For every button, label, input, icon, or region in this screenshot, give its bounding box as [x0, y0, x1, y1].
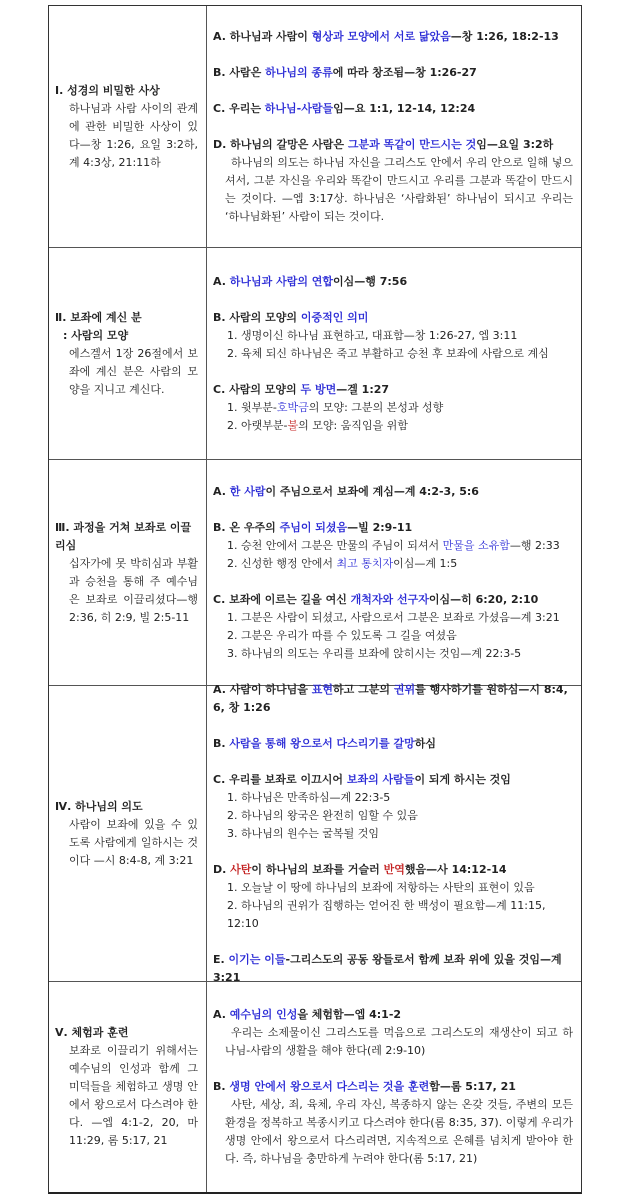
text-segment: 이심—계 1:5 [393, 556, 458, 570]
section-title: Ⅴ. 체험과 훈련 [55, 1026, 129, 1039]
highlighted-text: 형상과 모양에서 서로 닮았음 [311, 29, 451, 43]
outline-point [213, 136, 573, 226]
point-heading [213, 519, 573, 537]
section-description: 보좌로 이끌리기 위해서는 예수님의 인성과 함께 그 미덕들을 체험하고 생명 안에서 왕으로서 다스려야 한다. —엡 4:1-2, 20, 마 11:29, 롬 5:17, 21 [69, 1044, 198, 1147]
outline-point [213, 64, 573, 82]
text-segment: B. [213, 736, 230, 750]
text-segment: 2. 그분은 우리가 따를 수 있도록 그 길을 여셨음 [227, 628, 457, 642]
outline-section [49, 6, 581, 248]
outline-table [48, 5, 582, 1194]
sub-point [213, 645, 573, 663]
point-heading [213, 483, 573, 501]
highlighted-text: 이중적인 의미 [300, 310, 369, 324]
outline-point [213, 519, 573, 573]
text-segment: A. [213, 484, 230, 498]
point-heading [213, 771, 573, 789]
sub-point [213, 327, 573, 345]
section-subtitle: : 사람의 모양 [63, 328, 129, 342]
highlighted-text: 하나님-사람들 [264, 101, 334, 115]
sub-point [213, 609, 573, 627]
outline-point [213, 309, 573, 363]
sub-point [213, 345, 573, 363]
outline-point [213, 735, 573, 753]
text-segment: B. 사람의 모양의 [213, 310, 301, 324]
text-segment: 하고 그분의 [333, 682, 394, 696]
text-segment: 를 행사하기를 원하심—시 8:4, 6, 창 1:26 [213, 682, 568, 714]
section-summary [49, 460, 207, 685]
text-segment: A. [213, 1008, 230, 1021]
highlighted-text: 하나님의 종류 [265, 65, 333, 79]
highlighted-text: 권위 [393, 682, 416, 696]
text-segment: D. [213, 862, 231, 876]
text-segment: B. 사람은 [213, 65, 266, 79]
text-segment: 1. 생명이신 하나님 표현하고, 대표함—창 1:26-27, 엡 3:11 [227, 328, 518, 342]
highlighted-text: 보좌의 사람들 [346, 772, 415, 786]
section-description: 사람이 보좌에 있을 수 있도록 사람에게 일하시는 것이다 —시 8:4-8, 계 3:21 [69, 817, 198, 867]
text-segment: 임—요일 3:2하 [476, 137, 554, 151]
outline-point [213, 28, 573, 46]
text-segment: 2. 아랫부분- [227, 418, 288, 432]
text-segment: 2. 육체 되신 하나님은 죽고 부활하고 승천 후 보좌에 사람으로 계심 [227, 346, 549, 360]
section-description: 에스겔서 1장 26절에서 보좌에 계신 분은 사람의 모양을 지니고 계신다. [69, 346, 198, 396]
section-summary [49, 686, 207, 981]
text-segment: B. 온 우주의 [213, 520, 280, 534]
point-heading [213, 591, 573, 609]
text-segment: 3. 하나님의 원수는 굴복될 것임 [227, 826, 379, 840]
outline-section [49, 460, 581, 686]
text-segment: 2. 하나님의 권위가 집행하는 얻어진 한 백성이 필요함—계 11:15, 12:10 [227, 898, 546, 930]
text-segment: C. 보좌에 이르는 길을 여신 [213, 592, 351, 606]
sub-point [213, 825, 573, 843]
text-segment: 임—요 1:1, 12-14, 12:24 [333, 101, 476, 115]
text-segment: 이심—히 6:20, 2:10 [428, 592, 539, 606]
text-segment: 이 하나님의 보좌를 거슬러 [251, 862, 384, 876]
highlighted-text: 표현 [311, 682, 334, 696]
section-points [207, 6, 581, 247]
outline-section [49, 248, 581, 460]
text-segment: A. 사람이 하나님을 [213, 682, 312, 696]
text-segment: 함—롬 5:17, 21 [429, 1080, 516, 1093]
highlighted-text: 예수님의 인성 [229, 1008, 298, 1021]
point-heading [213, 861, 573, 879]
sub-point [213, 537, 573, 555]
text-segment: —겔 1:27 [336, 382, 390, 396]
text-segment: 했음—사 14:12-14 [404, 862, 507, 876]
highlighted-text: 최고 통치자 [336, 556, 394, 570]
highlighted-text: 호박금 [276, 400, 309, 414]
text-segment: —빌 2:9-11 [347, 520, 413, 534]
point-heading [213, 136, 573, 154]
text-segment: C. 우리를 보좌로 이끄시어 [213, 772, 347, 786]
text-segment: 이 되게 하시는 것임 [414, 772, 511, 786]
text-segment: 하심 [414, 736, 437, 750]
outline-point [213, 381, 573, 435]
text-segment: E. [213, 952, 229, 966]
sub-point [213, 417, 573, 435]
text-segment: 의 모양: 움직임을 위함 [298, 418, 408, 432]
section-title: Ⅳ. 하나님의 의도 [55, 799, 143, 813]
sub-point [213, 807, 573, 825]
point-explanation: 우리는 소제물이신 그리스도를 먹음으로 그리스도의 재생산이 되고 하나님-사람의 생활을 해야 한다(레 2:9-10) [225, 1026, 573, 1057]
sub-point [213, 555, 573, 573]
text-segment: 3. 하나님의 의도는 우리를 보좌에 앉히시는 것임—계 22:3-5 [227, 646, 522, 660]
highlighted-text: 사탄 [230, 862, 252, 876]
outline-point [213, 483, 573, 501]
section-points [207, 460, 581, 685]
text-segment: 의 모양: 그분의 본성과 성향 [308, 400, 444, 414]
text-segment: 1. 그분은 사람이 되셨고, 사람으로서 그분은 보좌로 가셨음—계 3:21 [227, 610, 560, 624]
outline-point [213, 273, 573, 291]
sub-point [213, 897, 573, 933]
text-segment: 1. 윗부분- [227, 400, 277, 414]
text-segment: A. [213, 274, 230, 288]
text-segment: 1. 하나님은 만족하심—계 22:3-5 [227, 790, 391, 804]
outline-section [49, 682, 581, 984]
highlighted-text: 한 사람 [229, 484, 266, 498]
section-description: 하나님과 사람 사이의 관계에 관한 비밀한 사상이 있다—창 1:26, 요일 3:2하, 계 4:3상, 21:11하 [69, 101, 198, 169]
section-points [207, 682, 581, 984]
section-title: Ⅱ. 보좌에 계신 분 [55, 310, 142, 324]
highlighted-text: 불 [287, 418, 299, 432]
outline-point [213, 861, 573, 933]
point-heading [213, 381, 573, 399]
section-description: 십자가에 못 박히심과 부활과 승천을 통해 주 예수님은 보좌로 이끌리셨다—행 2:36, 히 2:9, 빌 2:5-11 [69, 556, 198, 624]
highlighted-text: 반역 [383, 862, 405, 876]
highlighted-text: 생명 안에서 왕으로서 다스리는 것을 훈련 [229, 1080, 430, 1093]
point-heading [213, 273, 573, 291]
outline-point [213, 100, 573, 118]
point-heading [213, 1078, 573, 1096]
section-summary [49, 6, 207, 247]
text-segment: -그리스도의 공동 왕들로서 함께 보좌 위에 있을 것임—계 3:21 [213, 952, 562, 984]
highlighted-text: 사람을 통해 왕으로서 다스리기를 갈망 [229, 736, 415, 750]
text-segment: C. 사람의 모양의 [213, 382, 301, 396]
text-segment: C. 우리는 [213, 101, 265, 115]
text-segment: 1. 승천 안에서 그분은 만물의 주님이 되셔서 [227, 538, 443, 552]
point-explanation: 사탄, 세상, 죄, 육체, 우리 자신, 복종하지 않는 온갖 것들, 주변의 모든 환경을 정복하고 복종시키고 다스려야 한다(롬 8:35, 37). 이렇게 우리가 생명 안에서 왕으로서 다스리려면, 지속적으로 은혜를 넘치게 받아야 한다. 즉, 하나님을 충만하게 누려야 한다(롬 5:17, 21) [225, 1098, 573, 1165]
text-segment: A. 하나님과 사람이 [213, 29, 312, 43]
text-segment: 이 주님으로서 보좌에 계심—계 4:2-3, 5:6 [265, 484, 479, 498]
text-segment: 2. 하나님의 왕국은 완전히 임할 수 있음 [227, 808, 418, 822]
text-segment: —행 2:33 [509, 538, 560, 552]
highlighted-text: 그분과 똑같이 만드시는 것 [347, 137, 477, 151]
section-points [207, 248, 581, 459]
section-title: Ⅲ. 과정을 거쳐 보좌로 이끌리심 [55, 520, 192, 552]
point-heading [213, 100, 573, 118]
section-points [207, 982, 581, 1192]
point-heading [213, 28, 573, 46]
sub-point [213, 627, 573, 645]
section-summary [49, 982, 207, 1192]
highlighted-text: 만물을 소유함 [442, 538, 510, 552]
point-heading [213, 1006, 573, 1024]
outline-point [213, 771, 573, 843]
point-explanation: 하나님의 의도는 하나님 자신을 그리스도 안에서 우리 안으로 일해 넣으셔서, 그분 자신을 우리와 똑같이 만드시고 우리를 그분과 똑같이 만드시는 것이다. —엡 3:17상. 하나님은 ‘사람화된’ 하나님이 되시고 우리는 ‘하나님화된’ 사람이 되는 것이다. [225, 155, 573, 223]
section-summary [49, 248, 207, 459]
section-title: Ⅰ. 성경의 비밀한 사상 [55, 83, 160, 97]
sub-point [213, 879, 573, 897]
point-heading [213, 735, 573, 753]
highlighted-text: 두 방면 [300, 382, 337, 396]
point-heading [213, 681, 573, 717]
outline-point [213, 591, 573, 663]
highlighted-text: 개척자와 선구자 [350, 592, 429, 606]
text-segment: 1. 오늘날 이 땅에 하나님의 보좌에 저항하는 사탄의 표현이 있음 [227, 880, 535, 894]
text-segment: D. 하나님의 갈망은 사람은 [213, 137, 348, 151]
text-segment: 에 따라 창조됨—창 1:26-27 [332, 65, 477, 79]
sub-point [213, 399, 573, 417]
text-segment: —창 1:26, 18:2-13 [450, 29, 559, 43]
point-heading [213, 309, 573, 327]
highlighted-text: 하나님과 사람의 연합 [229, 274, 334, 288]
text-segment: 이심—행 7:56 [333, 274, 408, 288]
outline-point [213, 1078, 573, 1168]
highlighted-text: 주님이 되셨음 [279, 520, 348, 534]
outline-point [213, 681, 573, 717]
text-segment: 을 체험함—엡 4:1-2 [297, 1008, 402, 1021]
text-segment: B. [213, 1080, 230, 1093]
sub-point [213, 789, 573, 807]
text-segment: 2. 신성한 행정 안에서 [227, 556, 337, 570]
point-heading [213, 64, 573, 82]
outline-section [49, 982, 581, 1192]
outline-point [213, 1006, 573, 1060]
highlighted-text: 이기는 이들 [228, 952, 286, 966]
